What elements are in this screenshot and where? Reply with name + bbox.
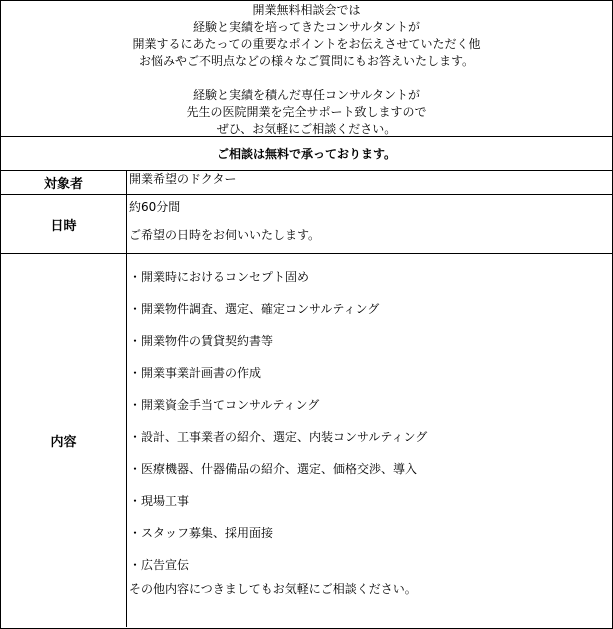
list-item: ・医療機器、什器備品の紹介、選定、価格交渉、導入	[129, 462, 418, 476]
list-item: ・開業物件の賃貸契約書等	[129, 334, 274, 348]
closing-text: その他内容につきましてもお気軽にご相談ください。	[129, 582, 417, 596]
intro-line: お悩みやご不明点などの様々なご質問にもお答えいたします。	[138, 54, 475, 68]
target-value: 開業希望のドクター	[127, 171, 613, 195]
date-label: 日時	[1, 195, 127, 254]
list-item: ・開業資金手当てコンサルティング	[129, 398, 320, 412]
list-item: ・設計、工事業者の紹介、選定、内装コンサルティング	[129, 430, 428, 444]
content-label: 内容	[1, 254, 127, 628]
date-value	[127, 195, 613, 254]
spacer	[1, 70, 612, 87]
intro-line: 開業無料相談会では	[252, 3, 361, 17]
content-list	[129, 254, 612, 581]
free-consultation-notice: ご相談は無料で承っております。	[1, 137, 612, 171]
intro-line: 開業するにあたっての重要なポイントをお伝えさせていただく他	[132, 37, 481, 51]
intro-text	[1, 1, 612, 137]
list-item: ・開業事業計画書の作成	[129, 366, 262, 380]
intro-line: ぜひ、お気軽にご相談ください。	[216, 122, 397, 136]
table-row-content	[1, 254, 612, 628]
list-item: ・広告宣伝	[129, 558, 190, 572]
list-item: ・開業時におけるコンセプト固め	[129, 270, 310, 284]
list-item: ・開業物件調査、選定、確定コンサルティング	[129, 302, 380, 316]
content-value	[127, 254, 613, 628]
target-label: 対象者	[1, 171, 127, 195]
schedule-text: ご希望の日時をお伺いいたします。	[129, 228, 321, 242]
intro-line: 経験と実績を積んだ専任コンサルタントが	[193, 88, 420, 102]
table-row-date	[1, 195, 612, 254]
details-table	[1, 171, 612, 627]
intro-line: 経験と実績を培ってきたコンサルタントが	[193, 20, 420, 34]
intro-line: 先生の医院開業を完全サポート致しますので	[186, 105, 427, 119]
list-item: ・現場工事	[129, 494, 190, 508]
duration-text: 約60分間	[129, 200, 181, 214]
table-row-target	[1, 171, 612, 195]
list-item: ・スタッフ募集、採用面接	[129, 526, 274, 540]
